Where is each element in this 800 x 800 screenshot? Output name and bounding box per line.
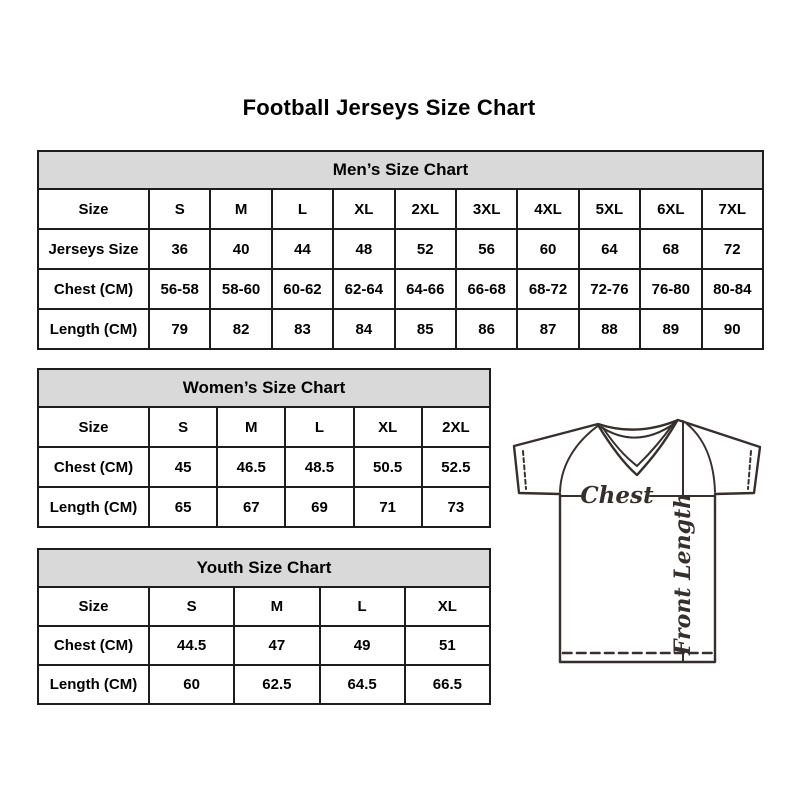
womens-table-header [38,369,490,407]
table-row [38,487,490,527]
value-cell: 72-76 [579,269,640,309]
value-cell: 58-60 [210,269,271,309]
value-cell: 36 [149,229,210,269]
value-cell: 3XL [456,189,517,229]
table-row [38,407,490,447]
value-cell: 80-84 [702,269,763,309]
value-cell: 52 [395,229,456,269]
row-label-cell: Chest (CM) [38,269,149,309]
row-label-cell: Size [38,587,149,626]
value-cell: 2XL [395,189,456,229]
table-row [38,665,490,704]
value-cell: 68 [640,229,701,269]
row-label-cell: Chest (CM) [38,447,149,487]
value-cell: 44 [272,229,333,269]
row-label-cell: Size [38,407,149,447]
value-cell: 76-80 [640,269,701,309]
value-cell: M [210,189,271,229]
value-cell: 60 [517,229,578,269]
mens-size-table [37,150,764,350]
value-cell: 40 [210,229,271,269]
womens-size-table [37,368,491,528]
value-cell: 51 [405,626,490,665]
value-cell: 71 [354,487,422,527]
value-cell: XL [333,189,394,229]
value-cell: 67 [217,487,285,527]
value-cell: 44.5 [149,626,234,665]
value-cell: 49 [320,626,405,665]
value-cell: 48 [333,229,394,269]
value-cell: 82 [210,309,271,349]
mens-table-body [38,189,763,349]
table-row [38,229,763,269]
table-title: Women’s Size Chart [38,369,490,407]
value-cell: 50.5 [354,447,422,487]
value-cell: 72 [702,229,763,269]
value-cell: S [149,407,217,447]
table-title: Men’s Size Chart [38,151,763,189]
value-cell: 64.5 [320,665,405,704]
row-label-cell: Size [38,189,149,229]
value-cell: 66.5 [405,665,490,704]
value-cell: 47 [234,626,319,665]
value-cell: 62.5 [234,665,319,704]
value-cell: 69 [285,487,353,527]
value-cell: 64-66 [395,269,456,309]
value-cell: 7XL [702,189,763,229]
mens-size-table-grid [37,150,764,350]
value-cell: 60 [149,665,234,704]
value-cell: L [320,587,405,626]
table-header-row [38,151,763,189]
page-title: Football Jerseys Size Chart [242,95,536,120]
value-cell: L [285,407,353,447]
value-cell: 88 [579,309,640,349]
value-cell: S [149,189,210,229]
chest-label: Chest [580,482,654,509]
value-cell: 4XL [517,189,578,229]
jersey-diagram [503,410,775,674]
womens-size-table-grid [37,368,491,528]
value-cell: 68-72 [517,269,578,309]
value-cell: 52.5 [422,447,490,487]
value-cell: S [149,587,234,626]
row-label-cell: Length (CM) [38,309,149,349]
value-cell: 73 [422,487,490,527]
mens-table-header [38,151,763,189]
table-row [38,626,490,665]
value-cell: 60-62 [272,269,333,309]
table-row [38,189,763,229]
value-cell: 79 [149,309,210,349]
front-length-label: Front Length [670,492,696,656]
row-label-cell: Length (CM) [38,665,149,704]
youth-table-body [38,587,490,704]
table-row [38,269,763,309]
value-cell: 56-58 [149,269,210,309]
value-cell: 56 [456,229,517,269]
value-cell: 62-64 [333,269,394,309]
value-cell: 48.5 [285,447,353,487]
table-row [38,587,490,626]
value-cell: 65 [149,487,217,527]
row-label-cell: Jerseys Size [38,229,149,269]
row-label-cell: Length (CM) [38,487,149,527]
table-row [38,447,490,487]
table-header-row [38,549,490,587]
value-cell: XL [405,587,490,626]
youth-size-table [37,548,491,705]
value-cell: 90 [702,309,763,349]
jersey-outline-shape [514,420,760,662]
value-cell: 46.5 [217,447,285,487]
womens-table-body [38,407,490,527]
value-cell: XL [354,407,422,447]
value-cell: 64 [579,229,640,269]
value-cell: L [272,189,333,229]
value-cell: M [217,407,285,447]
value-cell: 45 [149,447,217,487]
value-cell: 89 [640,309,701,349]
value-cell: 87 [517,309,578,349]
youth-size-table-grid [37,548,491,705]
value-cell: 2XL [422,407,490,447]
value-cell: 86 [456,309,517,349]
youth-table-header [38,549,490,587]
value-cell: 85 [395,309,456,349]
row-label-cell: Chest (CM) [38,626,149,665]
value-cell: 5XL [579,189,640,229]
value-cell: 84 [333,309,394,349]
value-cell: M [234,587,319,626]
table-row [38,309,763,349]
table-title: Youth Size Chart [38,549,490,587]
value-cell: 83 [272,309,333,349]
table-header-row [38,369,490,407]
value-cell: 66-68 [456,269,517,309]
value-cell: 6XL [640,189,701,229]
